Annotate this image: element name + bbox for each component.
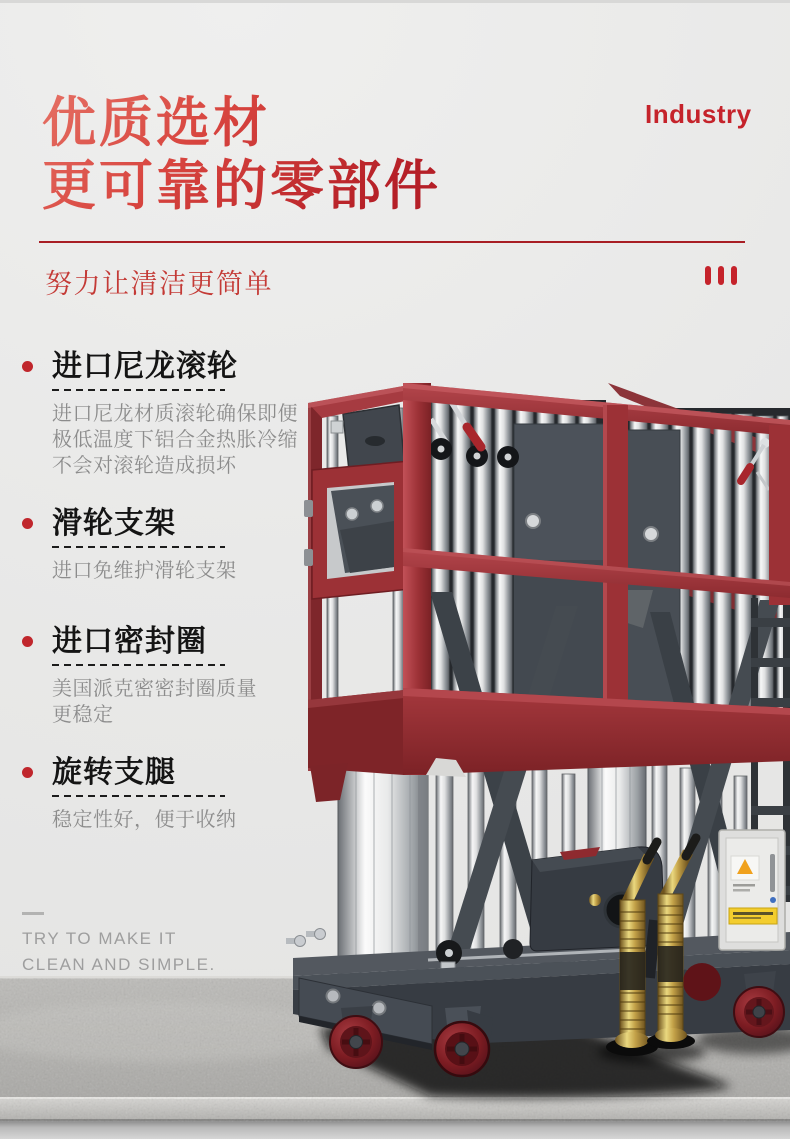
- feature-desc-line: 更稳定: [52, 704, 114, 726]
- tagline-line-2: CLEAN AND SIMPLE.: [22, 955, 216, 974]
- subtitle: 努力让清洁更简单: [45, 269, 273, 299]
- feature-desc-line: 极低温度下铝合金热胀冷缩: [52, 429, 298, 451]
- feature-desc-line: 不会对滚轮造成损坏: [52, 455, 237, 477]
- brand-logo: Industry: [645, 99, 752, 129]
- feature-title: 进口密封圈: [52, 625, 207, 658]
- feature-desc-line: 稳定性好，便于收纳: [52, 809, 237, 831]
- feature-desc-line: 进口尼龙材质滚轮确保即便: [52, 403, 298, 425]
- feature-title: 滑轮支架: [52, 507, 176, 540]
- product-image: [286, 383, 790, 1098]
- feature-title: 进口尼龙滚轮: [52, 350, 238, 383]
- feature-title: 旋转支腿: [52, 756, 176, 789]
- title-line-2: 更可靠的零部件: [42, 156, 441, 216]
- feature-desc-line: 美国派克密密封圈质量: [52, 678, 257, 700]
- title-line-1: 优质选材: [42, 93, 270, 153]
- feature-desc-line: 进口免维护滑轮支架: [52, 560, 237, 582]
- tagline-line-1: TRY TO MAKE IT: [22, 929, 177, 948]
